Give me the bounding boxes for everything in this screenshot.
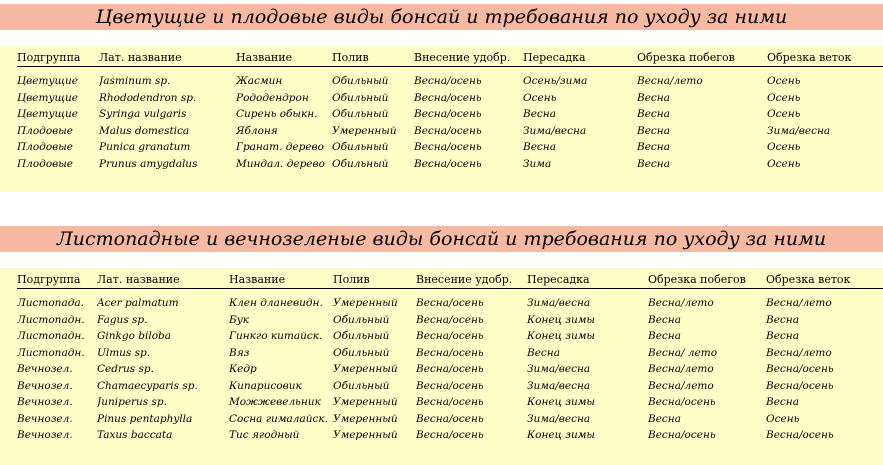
table-row xyxy=(17,156,883,173)
column-header: Обрезка веток xyxy=(766,268,883,289)
table-cell: Весна/осень xyxy=(648,396,716,409)
table-cell: Весна/осень xyxy=(766,429,834,442)
column-header: Обрезка побегов xyxy=(648,268,766,289)
table-cell: Весна xyxy=(637,108,670,121)
table-cell: Вечнозел. xyxy=(17,379,73,392)
table-header-row xyxy=(17,46,883,67)
table-cell: Весна xyxy=(766,313,799,326)
table-cell: Гранат. дерево xyxy=(236,141,324,154)
column-header: Подгруппа xyxy=(17,268,97,289)
table-cell: Весна xyxy=(648,313,681,326)
column-header: Пересадка xyxy=(523,46,637,67)
table-cell: Зима/весна xyxy=(527,297,591,310)
table-row xyxy=(17,361,883,378)
table-cell: Весна/осень xyxy=(416,313,484,326)
table-cell: Обильный xyxy=(333,330,390,343)
table-cell: Плодовые xyxy=(17,124,74,137)
section-1-panel xyxy=(0,46,883,192)
table-cell: Весна/ лето xyxy=(648,346,718,359)
table-cell: Осень xyxy=(767,141,801,154)
table-cell: Fagus sp. xyxy=(97,313,148,326)
table-cell: Кипарисовик xyxy=(229,379,302,392)
table-cell: Жасмин xyxy=(236,75,283,88)
table-cell: Умеренный xyxy=(332,124,397,137)
table-cell: Malus domestica xyxy=(99,124,190,137)
table-cell: Весна xyxy=(637,141,670,154)
table-cell: Весна/осень xyxy=(766,363,834,376)
table-cell: Листопадн. xyxy=(17,330,85,343)
section-2-panel xyxy=(0,268,883,465)
table-cell: Обильный xyxy=(332,108,389,121)
table-cell: Pinus pentaphylla xyxy=(97,412,193,425)
table-cell: Зима/весна xyxy=(527,363,591,376)
column-header: Полив xyxy=(333,268,416,289)
table-row xyxy=(17,139,883,156)
table-cell: Цветущие xyxy=(17,91,79,104)
table-cell: Зима/весна xyxy=(523,124,587,137)
table-cell: Обильный xyxy=(333,313,390,326)
table-cell: Кедр xyxy=(229,363,257,376)
table-cell: Осень xyxy=(767,91,801,104)
table-cell: Тис ягодный xyxy=(229,429,300,442)
table-cell: Весна xyxy=(527,346,560,359)
table-cell: Весна/осень xyxy=(414,75,482,88)
table-cell: Весна/осень xyxy=(416,429,484,442)
table-cell: Обильный xyxy=(332,141,389,154)
table-cell: Весна/лето xyxy=(648,379,714,392)
table-row xyxy=(17,427,883,444)
table-cell: Бук xyxy=(229,313,250,326)
table-cell: Умеренный xyxy=(333,363,398,376)
table-cell: Весна/осень xyxy=(766,379,834,392)
table-cell: Весна/осень xyxy=(414,91,482,104)
table-cell: Весна xyxy=(637,124,670,137)
table-cell: Осень xyxy=(767,75,801,88)
table-cell: Prunus amygdalus xyxy=(99,157,198,170)
table-cell: Клен дланевидн. xyxy=(229,297,323,310)
table-cell: Весна/осень xyxy=(416,330,484,343)
table-cell: Обильный xyxy=(332,75,389,88)
table-cell: Ulmus sp. xyxy=(97,346,151,359)
table-cell: Весна/осень xyxy=(648,429,716,442)
table-cell: Весна/лето xyxy=(648,297,714,310)
table-cell: Сосна гималайск. xyxy=(229,412,328,425)
table-cell: Плодовые xyxy=(17,141,74,154)
table-cell: Весна xyxy=(648,412,681,425)
table-cell: Вечнозел. xyxy=(17,429,73,442)
table-cell: Осень xyxy=(767,157,801,170)
table-cell: Можжевельник xyxy=(229,396,321,409)
table-cell: Обильный xyxy=(332,157,389,170)
column-header: Подгруппа xyxy=(17,46,99,67)
table-row xyxy=(17,123,883,140)
table-cell: Весна xyxy=(648,330,681,343)
table-cell: Обильный xyxy=(332,91,389,104)
column-header: Обрезка веток xyxy=(767,46,883,67)
table-cell: Миндал. дерево xyxy=(236,157,325,170)
table-cell: Chamaecyparis sp. xyxy=(97,379,198,392)
table-cell: Syringa vulgaris xyxy=(99,108,187,121)
table-cell: Весна/осень xyxy=(416,379,484,392)
column-header: Пересадка xyxy=(527,268,648,289)
table-row xyxy=(17,328,883,345)
table-cell: Cedrus sp. xyxy=(97,363,154,376)
table-cell: Вечнозел. xyxy=(17,412,73,425)
table-cell: Весна/осень xyxy=(414,108,482,121)
column-header: Внесение удобр. xyxy=(416,268,527,289)
section-1-table xyxy=(17,46,883,172)
table-cell: Плодовые xyxy=(17,157,74,170)
table-cell: Весна xyxy=(523,108,556,121)
table-row xyxy=(17,106,883,123)
table-cell: Вечнозел. xyxy=(17,363,73,376)
table-cell: Листопада. xyxy=(17,297,84,310)
table-cell: Весна/осень xyxy=(414,141,482,154)
table-cell: Весна xyxy=(766,396,799,409)
table-cell: Весна/осень xyxy=(414,157,482,170)
table-cell: Умеренный xyxy=(333,412,398,425)
table-cell: Зима/весна xyxy=(527,412,591,425)
table-cell: Ginkgo biloba xyxy=(97,330,171,343)
table-cell: Taxus baccata xyxy=(97,429,173,442)
table-cell: Осень xyxy=(767,108,801,121)
table-cell: Умеренный xyxy=(333,429,398,442)
table-cell: Весна/осень xyxy=(416,396,484,409)
table-cell: Конец зимы xyxy=(527,313,595,326)
table-row xyxy=(17,90,883,107)
table-header-row xyxy=(17,268,883,289)
table-cell: Осень/зима xyxy=(523,75,588,88)
table-row xyxy=(17,394,883,411)
column-header: Название xyxy=(236,46,332,67)
table-cell: Rhododendron sp. xyxy=(99,91,197,104)
table-row xyxy=(17,378,883,395)
table-cell: Вечнозел. xyxy=(17,396,73,409)
table-cell: Зима/весна xyxy=(527,379,591,392)
table-cell: Сирень обыкн. xyxy=(236,108,318,121)
column-header: Лат. название xyxy=(97,268,229,289)
table-cell: Весна/осень xyxy=(416,346,484,359)
table-cell: Цветущие xyxy=(17,75,79,88)
table-cell: Весна/осень xyxy=(414,124,482,137)
table-row xyxy=(17,411,883,428)
column-header: Полив xyxy=(332,46,414,67)
table-cell: Зима/весна xyxy=(767,124,831,137)
table-cell: Яблоня xyxy=(236,124,278,137)
table-row xyxy=(17,312,883,329)
table-cell: Осень xyxy=(523,91,557,104)
column-header: Лат. название xyxy=(99,46,236,67)
table-cell: Jasminum sp. xyxy=(99,75,171,88)
table-cell: Punica granatum xyxy=(99,141,191,154)
table-row xyxy=(17,289,883,312)
table-cell: Весна/осень xyxy=(416,363,484,376)
table-row xyxy=(17,345,883,362)
table-cell: Рододендрон xyxy=(236,91,309,104)
table-cell: Осень xyxy=(766,412,800,425)
table-cell: Цветущие xyxy=(17,108,79,121)
table-cell: Весна xyxy=(766,330,799,343)
table-cell: Обильный xyxy=(333,346,390,359)
table-cell: Весна/осень xyxy=(416,297,484,310)
table-cell: Конец зимы xyxy=(527,396,595,409)
table-cell: Листопадн. xyxy=(17,313,85,326)
column-header: Обрезка побегов xyxy=(637,46,767,67)
section-2-table xyxy=(17,268,883,444)
table-cell: Juniperus sp. xyxy=(97,396,167,409)
section-1-title: Цветущие и плодовые виды бонсай и требования по уходу за ними xyxy=(0,4,883,30)
table-cell: Весна/осень xyxy=(416,412,484,425)
table-row xyxy=(17,67,883,90)
table-cell: Весна/лето xyxy=(766,346,832,359)
table-cell: Acer palmatum xyxy=(97,297,179,310)
table-cell: Весна xyxy=(637,91,670,104)
table-cell: Весна xyxy=(637,157,670,170)
table-cell: Весна/лето xyxy=(637,75,703,88)
table-cell: Умеренный xyxy=(333,297,398,310)
column-header: Внесение удобр. xyxy=(414,46,523,67)
table-cell: Гинкго китайск. xyxy=(229,330,323,343)
table-cell: Конец зимы xyxy=(527,330,595,343)
table-cell: Весна xyxy=(523,141,556,154)
table-cell: Весна/лето xyxy=(648,363,714,376)
column-header: Название xyxy=(229,268,333,289)
table-cell: Конец зимы xyxy=(527,429,595,442)
table-cell: Обильный xyxy=(333,379,390,392)
table-cell: Весна/лето xyxy=(766,297,832,310)
table-cell: Зима xyxy=(523,157,552,170)
table-cell: Умеренный xyxy=(333,396,398,409)
section-2-title: Листопадные и вечнозеленые виды бонсай и требования по уходу за ними xyxy=(0,226,883,252)
table-cell: Листопадн. xyxy=(17,346,85,359)
table-cell: Вяз xyxy=(229,346,250,359)
